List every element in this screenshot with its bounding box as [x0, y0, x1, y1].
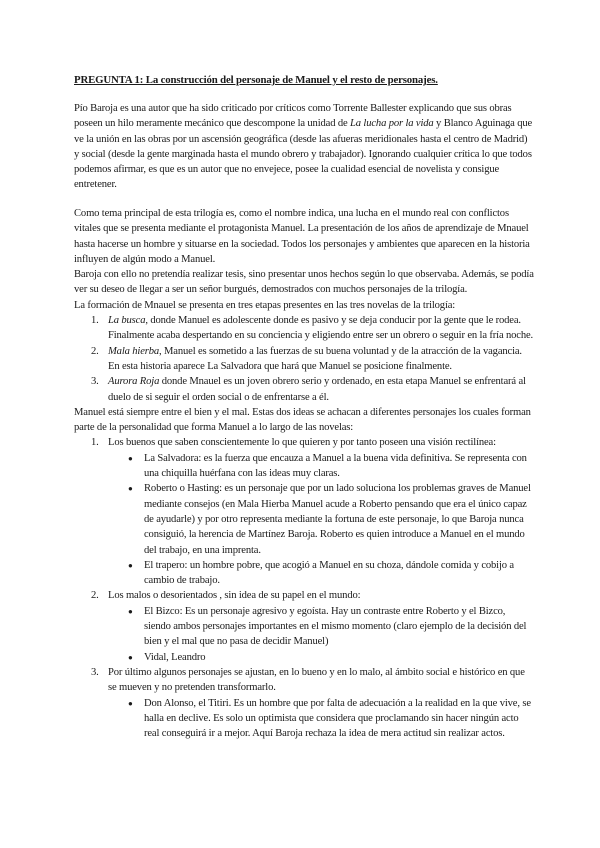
group-text: Por último algunos personajes se ajustan, en lo bueno y en lo malo, al ámbito social e histórico en que se mueven y no pretenden transformarlo.	[108, 666, 525, 694]
group-number: 2.	[91, 590, 99, 602]
group-text: Los buenos que saben conscientemente lo que quieren y por tanto poseen una visión rectilínea:	[108, 437, 496, 449]
character-item	[74, 558, 534, 589]
bullet-icon: ●	[128, 453, 133, 463]
character-text: Don Alonso, el Titiri. Es un hombre que por falta de adecuación a la realidad en la que vive, se halla en declive. Es solo un optimista que considera que proclamando sin hacer ningún acto real conseguirá ir a mejor. Aquí Baroja rechaza la idea de mera actitud sin realizar actos.	[144, 697, 531, 740]
intro-work-title: La lucha por la vida	[350, 118, 434, 130]
formation-intro: La formación de Mnauel se presenta en tres etapas presentes en las tres novelas de la trilogía:	[74, 299, 456, 311]
stage-item	[74, 313, 534, 344]
character-text: La Salvadora: es la fuerza que encauza a Manuel a la buena vida definitiva. Se representa con una chiquilla huérfana con las ideas muy claras.	[144, 452, 527, 480]
stage-work-title: Aurora Roja	[108, 376, 160, 388]
stage-number: 1.	[91, 315, 99, 327]
character-text: El Bizco: Es un personaje agresivo y egoísta. Hay un contraste entre Roberto y el Bizco, siendo ambos personajes importantes en el mismo momento (claro ejemplo de la decisión del bien y el mal que no pasa de decidir Manuel)	[144, 605, 527, 648]
character-item	[74, 696, 534, 742]
character-text: El trapero: un hombre pobre, que acogió a Manuel en su choza, dándole comida y cobijo a cambio de trabajo.	[144, 559, 514, 587]
bullet-icon: ●	[128, 698, 133, 708]
stage-text: , Manuel es sometido a las fuerzas de su buena voluntad y de la atracción de la vagancia. En esta historia aparece La Salvadora que hará que Manuel se posicione finalmente.	[108, 345, 522, 372]
stage-work-title: Mala hierba	[108, 345, 160, 357]
character-text: Vidal, Leandro	[144, 651, 206, 663]
intro-paragraph	[74, 101, 534, 193]
question-title: PREGUNTA 1: La construcción del personaje de Manuel y el resto de personajes.	[74, 74, 438, 86]
group-item	[74, 665, 534, 696]
stage-text: , donde Manuel es adolescente donde es pasivo y se deja conducir por la gente que le rodea. Finalmente acaba despertando en su conciencia y eligiendo entre ser un obrero o seguir en la fría noche.	[108, 315, 534, 342]
character-item	[74, 451, 534, 482]
character-text: Roberto o Hasting: es un personaje que por un lado soluciona los problemas graves de Manuel mediante consejos (en Mala Hierba Manuel acude a Roberto pensando que era el único capaz de ayudarle) y por otro representa mediante la fortuna de este personaje, lo que Baroja nunca consiguió, la herencia de Martínez Baroja. Roberto es quien introduce a Manuel en el mundo del trabajo, en una imprenta.	[144, 483, 531, 556]
group-number: 3.	[91, 666, 99, 678]
character-item	[74, 650, 534, 665]
group-number: 1.	[91, 437, 99, 449]
character-item	[74, 604, 534, 650]
bullet-icon: ●	[128, 606, 133, 616]
intro-text-1: Pío Baroja es una autor que ha sido criticado por críticos como Torrente Ballester explicando que sus obras poseen un hilo meramente mecánico que descompone la unidad de	[74, 103, 512, 130]
stage-item	[74, 344, 534, 375]
theme-paragraph: Como tema principal de esta trilogía es, como el nombre indica, una lucha en el mundo real con conflictos vitales que se presenta mediante el protagonista Manuel. La presentación de los años de aprendizaje de Mnauel hasta hacerse un hombre y situarse en la sociedad. Todos los personajes y ambientes que aparecen en la historia influyen de algún modo a Manuel.	[74, 208, 530, 265]
stage-text: donde Mnauel es un joven obrero serio y ordenado, en esta etapa Manuel se enfrentará al duelo de si seguir el orden social o de enfrentarse a él.	[108, 376, 526, 403]
stage-item	[74, 374, 534, 405]
group-item	[74, 588, 534, 603]
stage-number: 2.	[91, 345, 99, 357]
between-paragraph: Manuel está siempre entre el bien y el mal. Estas dos ideas se achacan a diferentes personajes los cuales forman parte de la personalidad que forma Manuel a lo largo de las novelas:	[74, 406, 531, 434]
bullet-icon: ●	[128, 652, 133, 662]
baroja-paragraph: Baroja con ello no pretendía realizar tesis, sino presentar unos hechos según lo que observaba. Además, se podía ver su deseo de llegar a ser un señor burgués, demostrados con muchos personajes de la trilogía.	[74, 269, 534, 296]
group-text: Los malos o desorientados , sin idea de su papel en el mundo:	[108, 590, 361, 602]
intro-text-2: y Blanco Aguinaga que ve la unión en las obras por un ascensión geográfica (desde las afueras meridionales hasta el centro de Madrid) y social (desde la gente marginada hasta el mundo obrero y trabajador). Ignorando cualquier crítica lo que todos podemos afirmar, es que es un autor que no envejece, posee la cualidad esencial de novelista y consigue entretener.	[74, 118, 533, 191]
stage-number: 3.	[91, 376, 99, 388]
bullet-icon: ●	[128, 484, 133, 494]
stage-work-title: La busca	[108, 315, 146, 327]
group-item	[74, 435, 534, 450]
bullet-icon: ●	[128, 560, 133, 570]
character-item	[74, 481, 534, 557]
body-section	[74, 206, 534, 741]
